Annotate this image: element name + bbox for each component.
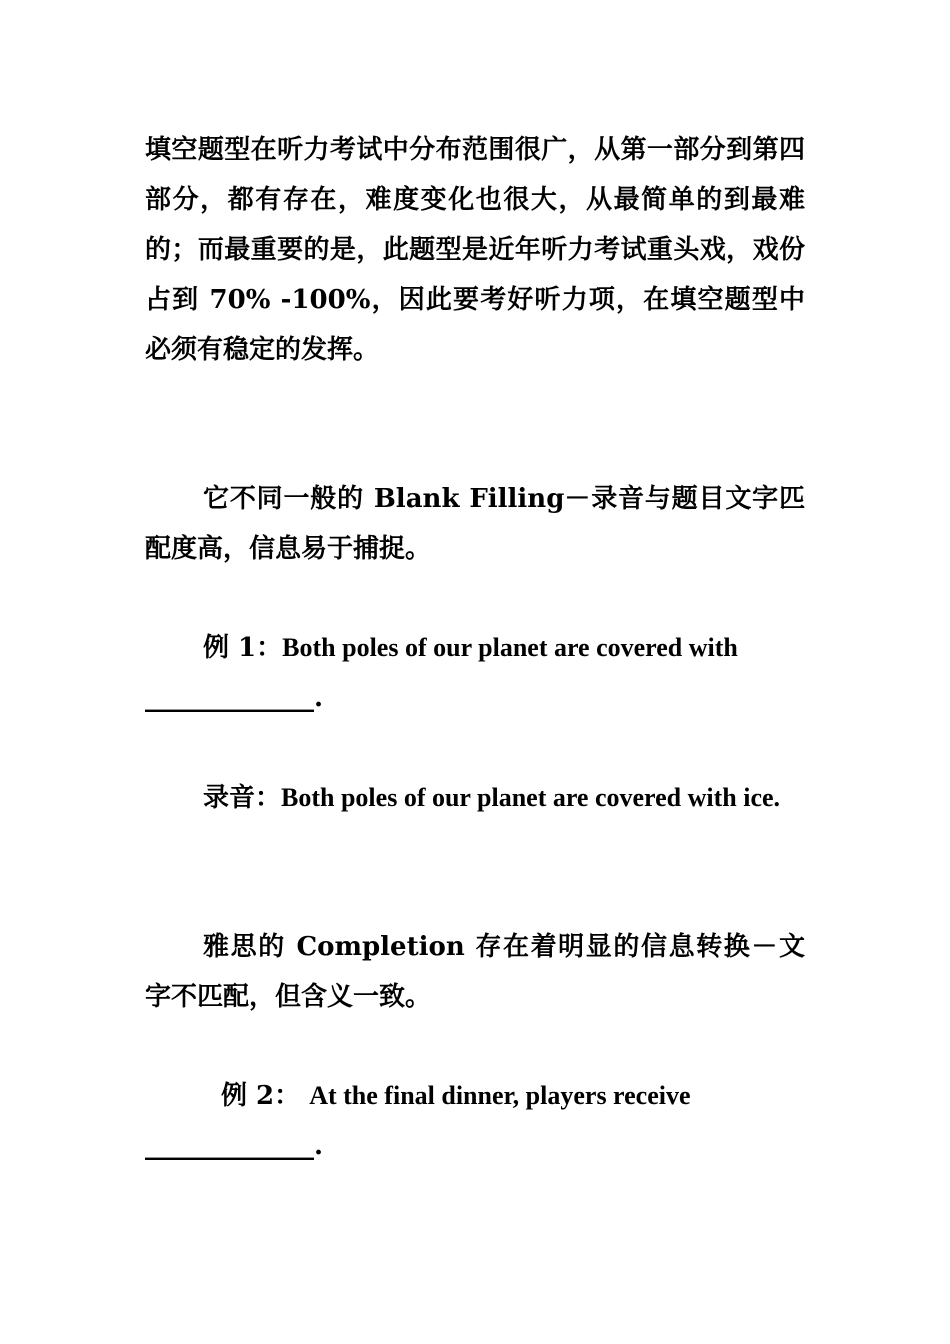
example-2-blank: _____________. bbox=[145, 1131, 324, 1161]
blank-filling-paragraph: 它不同一般的 Blank Filling－录音与题目文字匹配度高，信息易于捕捉。 bbox=[145, 484, 805, 564]
recording-label: 录音： bbox=[203, 783, 282, 813]
example-1-text: Both poles of our planet are covered with bbox=[282, 633, 738, 662]
example-1-blank: _____________. bbox=[145, 683, 324, 713]
example-2-text: At the final dinner, players receive bbox=[309, 1081, 691, 1110]
recording-paragraph bbox=[145, 773, 805, 823]
intro-paragraph: 填空题型在听力考试中分布范围很广，从第一部分到第四部分，都有存在，难度变化也很大，从最简单的到最难的；而最重要的是，此题型是近年听力考试重头戏，戏份占到 70% -100%，因此要考好听力项，在填空题型中必须有稳定的发挥。 bbox=[145, 135, 805, 365]
example-2-label: 例 2： bbox=[221, 1081, 301, 1111]
example-1 bbox=[145, 623, 805, 723]
recording-text: Both poles of our planet are covered with ice. bbox=[281, 783, 781, 812]
completion-paragraph: 雅思的 Completion 存在着明显的信息转换－文字不匹配，但含义一致。 bbox=[145, 932, 805, 1012]
example-2 bbox=[145, 1071, 805, 1171]
example-1-label: 例 1： bbox=[203, 633, 283, 663]
